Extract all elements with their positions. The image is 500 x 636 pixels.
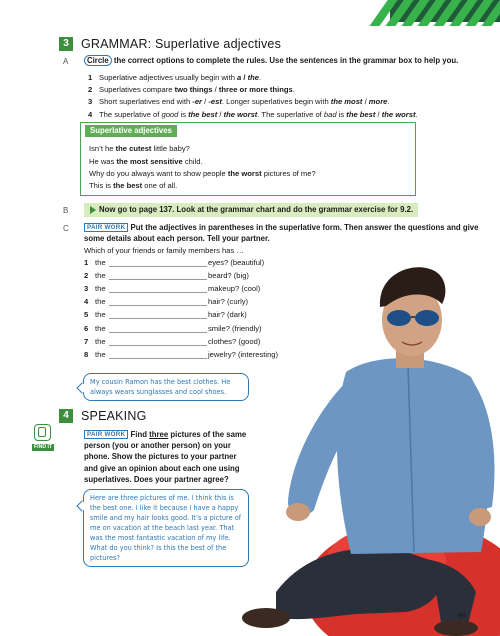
exercise-b-text: Now go to page 137. Look at the grammar chart and do the grammar exercise for 9.2. <box>99 205 414 214</box>
example-speech-bubble: My cousin Ramon has the best clothes. He always wears sunglasses and cool shoes. <box>83 373 249 401</box>
exercise-a-instruction-text: the correct options to complete the rules. Use the sentences in the grammar box to help you. <box>113 56 459 65</box>
exercise-c-question: Which of your friends or family members has … <box>84 246 244 255</box>
pair-work-badge: PAIR WORK <box>84 223 128 232</box>
exercise-a-letter: A <box>63 57 69 66</box>
section-4-title: SPEAKING <box>81 409 147 423</box>
photo-man-on-beanbag <box>236 262 500 636</box>
grammar-box-heading: Superlative adjectives <box>85 125 177 137</box>
phone-icon <box>34 424 51 441</box>
exercise-c-instruction <box>84 222 494 244</box>
rule-text: Superlatives compare two things / three or more things. <box>99 85 295 95</box>
pair-work-badge: PAIR WORK <box>84 430 128 439</box>
answer-blank[interactable] <box>109 305 207 306</box>
exercise-b-bar <box>84 203 418 217</box>
speaking-instruction <box>84 429 252 485</box>
rule-text: The superlative of good is the best / the worst. The superlative of bad is the best / the worst. <box>99 109 418 119</box>
exercise-a-instruction <box>84 55 494 66</box>
speaking-instruction-text: Find three pictures of the same person (you or another person) on your phone. Show the pictures to your partner and give an opinion about each one using superlatives. Does your partner agree? <box>84 430 247 484</box>
answer-blank[interactable] <box>109 318 207 319</box>
rule-item: 2 Superlatives compare two things / three or more things. <box>88 84 488 96</box>
grammar-example: Isn’t he the cutest little baby? <box>89 144 190 153</box>
answer-blank[interactable] <box>109 345 207 346</box>
exercise-c-letter: C <box>63 224 69 233</box>
answer-blank[interactable] <box>109 332 207 333</box>
grammar-example: He was the most sensitive child. <box>89 157 203 166</box>
play-arrow-icon <box>90 206 96 214</box>
rule-item: 1 Superlative adjectives usually begin with a / the. <box>88 72 488 84</box>
sunglasses <box>387 310 411 326</box>
rule-item: 3 Short superlatives end with -er / -est. Longer superlatives begin with the most / more. <box>88 96 488 108</box>
answer-blank[interactable] <box>109 292 207 293</box>
rule-text: Superlative adjectives usually begin with a / the. <box>99 73 262 82</box>
section-4-number: 4 <box>59 409 73 423</box>
section-3-number: 3 <box>59 37 73 51</box>
grammar-example: This is the best one of all. <box>89 181 178 190</box>
rules-list <box>88 72 488 121</box>
top-banner <box>0 0 500 22</box>
grammar-box <box>80 122 416 196</box>
speaking-speech-bubble: Here are three pictures of me. I think this is the best one. I like it because I have a happy smile and my hair looks good. It’s a picture of me on vacation at the beach last year. That was the most fantastic vacation of my life. What do you think? Is this the best of the pictures? <box>83 489 249 567</box>
find-it-label: FIND IT <box>34 444 53 450</box>
exercise-c-instruction-text: Put the adjectives in parentheses in the superlative form. Then answer the questions and give some details about each person. Tell your partner. <box>84 223 479 243</box>
answer-blank[interactable] <box>109 279 207 280</box>
rule-text: Short superlatives end with -er / -est. Longer superlatives begin with the most / more. <box>99 97 390 107</box>
exercise-b-letter: B <box>63 206 69 215</box>
rule-item: 4 The superlative of good is the best / the worst. The superlative of bad is the best / the worst. <box>88 109 488 121</box>
answer-blank[interactable] <box>109 266 207 267</box>
circle-word: Circle <box>84 55 112 66</box>
grammar-example: Why do you always want to show people the worst pictures of me? <box>89 169 316 178</box>
page-number: 89 <box>458 611 467 620</box>
section-3-title: GRAMMAR: Superlative adjectives <box>81 37 282 51</box>
answer-blank[interactable] <box>109 358 207 359</box>
